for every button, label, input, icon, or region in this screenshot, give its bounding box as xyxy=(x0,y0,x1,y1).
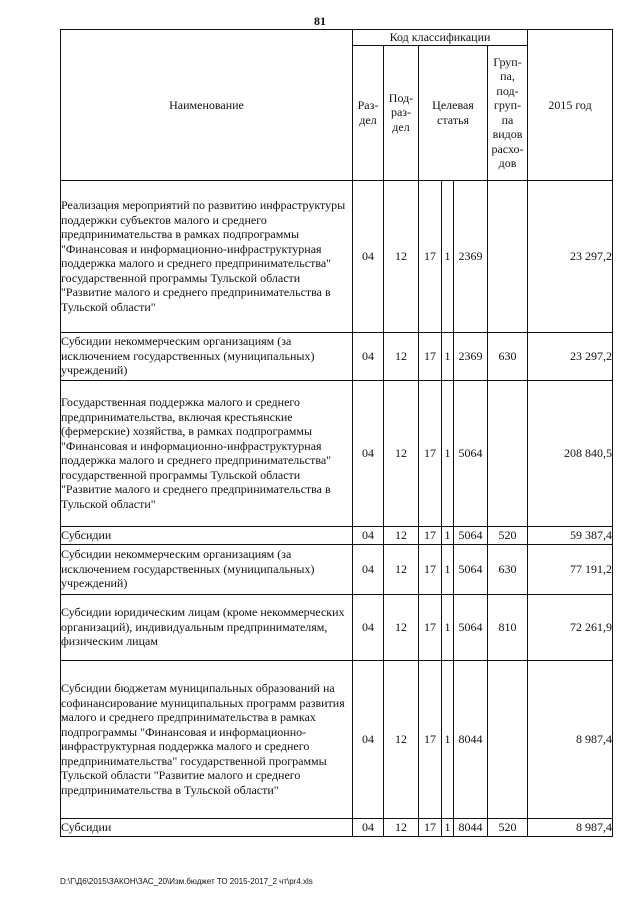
row-section: 04 xyxy=(353,380,384,526)
row-target-3: 2369 xyxy=(454,332,488,380)
row-section: 04 xyxy=(353,526,384,544)
row-target-3: 8044 xyxy=(454,818,488,836)
row-target-2: 1 xyxy=(442,594,454,660)
header-year: 2015 год xyxy=(528,30,613,181)
row-amount: 23 297,2 xyxy=(528,332,613,380)
row-amount: 77 191,2 xyxy=(528,544,613,594)
row-target-2: 1 xyxy=(442,380,454,526)
header-name: Наименование xyxy=(61,30,353,181)
row-name: Субсидии xyxy=(61,526,353,544)
table-row xyxy=(61,332,613,380)
row-target-1: 17 xyxy=(419,544,442,594)
header-section: Раз- дел xyxy=(353,45,384,180)
row-name: Государственная поддержка малого и среднего предпринимательства, включая крестьянские (фермерские) хозяйства, в рамках подпрограммы "Финансовая и информационно-инфраструктурная поддержка малого и среднего предпринимательства" государственной программы Тульской области "Развитие малого и среднего предпринимательства в Тульской области" xyxy=(61,380,353,526)
row-name: Субсидии xyxy=(61,818,353,836)
row-target-1: 17 xyxy=(419,526,442,544)
row-target-1: 17 xyxy=(419,818,442,836)
row-expense-group: 520 xyxy=(488,526,528,544)
row-section: 04 xyxy=(353,544,384,594)
header-classification-code: Код классификации xyxy=(353,30,528,46)
row-subsection: 12 xyxy=(384,594,419,660)
row-subsection: 12 xyxy=(384,526,419,544)
row-amount: 8 987,4 xyxy=(528,818,613,836)
row-target-2: 1 xyxy=(442,544,454,594)
row-target-3: 8044 xyxy=(454,660,488,818)
row-subsection: 12 xyxy=(384,544,419,594)
header-target-article: Целевая статья xyxy=(419,45,488,180)
row-target-2: 1 xyxy=(442,332,454,380)
row-target-3: 5064 xyxy=(454,380,488,526)
row-target-2: 1 xyxy=(442,180,454,332)
row-target-1: 17 xyxy=(419,332,442,380)
header-expense-group: Груп- па, под- груп- па видов расхо- дов xyxy=(488,45,528,180)
row-target-1: 17 xyxy=(419,594,442,660)
row-subsection: 12 xyxy=(384,180,419,332)
row-expense-group xyxy=(488,180,528,332)
row-amount: 8 987,4 xyxy=(528,660,613,818)
row-expense-group: 630 xyxy=(488,544,528,594)
row-target-3: 5064 xyxy=(454,526,488,544)
row-section: 04 xyxy=(353,594,384,660)
row-target-1: 17 xyxy=(419,660,442,818)
row-target-1: 17 xyxy=(419,380,442,526)
row-subsection: 12 xyxy=(384,332,419,380)
row-section: 04 xyxy=(353,332,384,380)
row-subsection: 12 xyxy=(384,660,419,818)
row-amount: 59 387,4 xyxy=(528,526,613,544)
file-path-footer: D:\Г\Д6\2015\ЗАКОН\ЗАС_20\Изм.бюджет ТО 2015-2017_2 чт\pr4.xls xyxy=(60,877,313,886)
row-section: 04 xyxy=(353,818,384,836)
table-row xyxy=(61,180,613,332)
row-expense-group: 810 xyxy=(488,594,528,660)
row-name: Субсидии бюджетам муниципальных образований на софинансирование муниципальных программ развития малого и среднего предпринимательства в рамках подпрограммы "Финансовая и информационно-инфраструктурная поддержка малого и среднего предпринимательства" государственной программы Тульской области "Развитие малого и среднего предпринимательства в Тульской области" xyxy=(61,660,353,818)
row-name: Реализация мероприятий по развитию инфраструктуры поддержки субъектов малого и среднего предпринимательства в рамках подпрограммы "Финансовая и информационно-инфраструктурная поддержка малого и среднего предпринимательства" государственной программы Тульской области "Развитие малого и среднего предпринимательства в Тульской области" xyxy=(61,180,353,332)
row-subsection: 12 xyxy=(384,380,419,526)
row-name: Субсидии юридическим лицам (кроме некоммерческих организаций), индивидуальным предпринимателям, физическим лицам xyxy=(61,594,353,660)
table-row xyxy=(61,544,613,594)
row-subsection: 12 xyxy=(384,818,419,836)
table-row xyxy=(61,526,613,544)
row-target-2: 1 xyxy=(442,660,454,818)
page-number: 81 xyxy=(314,14,326,28)
row-target-2: 1 xyxy=(442,818,454,836)
budget-table xyxy=(60,29,613,837)
row-section: 04 xyxy=(353,660,384,818)
table-row xyxy=(61,660,613,818)
row-name: Субсидии некоммерческим организациям (за исключением государственных (муниципальных) учреждений) xyxy=(61,544,353,594)
row-name: Субсидии некоммерческим организациям (за исключением государственных (муниципальных) учреждений) xyxy=(61,332,353,380)
row-target-2: 1 xyxy=(442,526,454,544)
row-amount: 72 261,9 xyxy=(528,594,613,660)
header-subsection: Под- раз- дел xyxy=(384,45,419,180)
row-target-1: 17 xyxy=(419,180,442,332)
row-target-3: 2369 xyxy=(454,180,488,332)
row-target-3: 5064 xyxy=(454,544,488,594)
row-amount: 23 297,2 xyxy=(528,180,613,332)
row-expense-group xyxy=(488,380,528,526)
row-section: 04 xyxy=(353,180,384,332)
table-row xyxy=(61,380,613,526)
table-row xyxy=(61,818,613,836)
row-expense-group: 520 xyxy=(488,818,528,836)
row-expense-group xyxy=(488,660,528,818)
table-row xyxy=(61,594,613,660)
row-amount: 208 840,5 xyxy=(528,380,613,526)
row-expense-group: 630 xyxy=(488,332,528,380)
row-target-3: 5064 xyxy=(454,594,488,660)
